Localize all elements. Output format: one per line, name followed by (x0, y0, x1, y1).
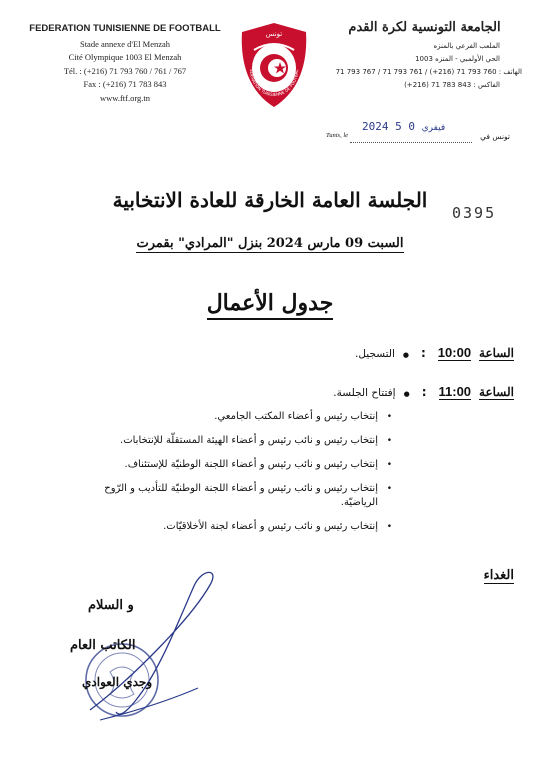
colon: : (420, 346, 426, 360)
bullet-icon: ● (403, 390, 410, 398)
logo-text-fr: EDERATION TUNISIENNE DE FOOTBAL (248, 69, 300, 98)
federation-logo (236, 20, 312, 110)
logo-text-ar: تونس (265, 30, 283, 38)
date-day: 0 5 (395, 120, 415, 133)
date-line (320, 118, 510, 146)
signatory-role: الكاتب العام (70, 638, 136, 653)
signatory-name: وجدي العوادي (82, 675, 153, 689)
org-name-ar: الجامعة التونسية لكرة القدم (348, 20, 501, 35)
org-name-fr: FEDERATION TUNISIENNE DE FOOTBALL (29, 23, 221, 34)
bullet-icon: ● (402, 351, 409, 359)
session-text: إفتتاح الجلسة. (333, 387, 396, 399)
meeting-subtitle (100, 236, 440, 251)
phone-ar: الهاتف : 760 793 71 (216+) / 761 793 71 / 767 793 71 (335, 68, 522, 76)
header-french (20, 22, 230, 105)
agenda-title-text: جدول الأعمال (207, 290, 334, 320)
fax-ar: الفاكس : 843 783 71 (216+) (404, 81, 500, 89)
reference-number: 0395 (452, 204, 497, 222)
meeting-title: الجلسة العامة الخارقة للعادة الانتخابية (112, 188, 428, 212)
session-time: 10:00 (437, 345, 472, 360)
date-month: فيفري (421, 123, 446, 133)
session-text: التسجيل. (354, 348, 395, 360)
lunch-heading: الغداء (483, 568, 514, 583)
date-prefix-fr: Tunis, le (326, 132, 349, 139)
date-prefix-ar: تونس في (480, 132, 510, 141)
session-label: الساعة (479, 385, 514, 399)
colon: : (421, 385, 427, 399)
agenda-item: • إنتخاب رئيس و نائب رئيس و أعضاء لجنة الأخلاقيّات. (92, 520, 392, 534)
address-line-1-ar: الملعب الفرعي بالمنزه (433, 42, 500, 50)
fax-fr: Fax : (+216) 71 783 843 (83, 79, 167, 89)
agenda-item: • إنتخاب رئيس و أعضاء المكتب الجامعي. (92, 410, 392, 424)
agenda-item: • إنتخاب رئيس و نائب رئيس و أعضاء الهيئة المستقلّة للإنتخابات. (92, 434, 392, 448)
agenda-title (100, 290, 440, 316)
address-line-2-fr: Cité Olympique 1003 El Menzah (68, 52, 182, 62)
date-year: 2024 (362, 120, 389, 133)
website: www.ftf.org.tn (99, 92, 151, 103)
agenda-item: • إنتخاب رئيس و نائب رئيس و أعضاء اللجنة الوطنيّة للإستئناف. (92, 458, 392, 472)
meeting-subtitle-text: السبت 09 مارس 2024 بنزل "المرادي" بقمرت (136, 236, 404, 251)
agenda-item: • إنتخاب رئيس و نائب رئيس و أعضاء اللجنة الوطنيّة للتأديب و الرّوح الرياضيّة. (92, 482, 392, 510)
session-row-registration (355, 345, 514, 361)
session-label: الساعة (479, 346, 514, 360)
header-arabic (327, 18, 522, 92)
address-line-1-fr: Stade annexe d'El Menzah (79, 38, 171, 49)
address-line-2-ar: الحي الأولمبي - المنزه 1003 (415, 55, 500, 63)
session-row-opening (333, 384, 514, 400)
phone-fr: Tél. : (+216) 71 793 760 / 761 / 767 (63, 65, 187, 76)
closing-salutation: و السلام (88, 598, 134, 613)
session-time: 11:00 (438, 384, 472, 399)
agenda-items-list (92, 410, 392, 544)
date-stamp (362, 120, 445, 133)
date-dotted-line (350, 142, 472, 143)
